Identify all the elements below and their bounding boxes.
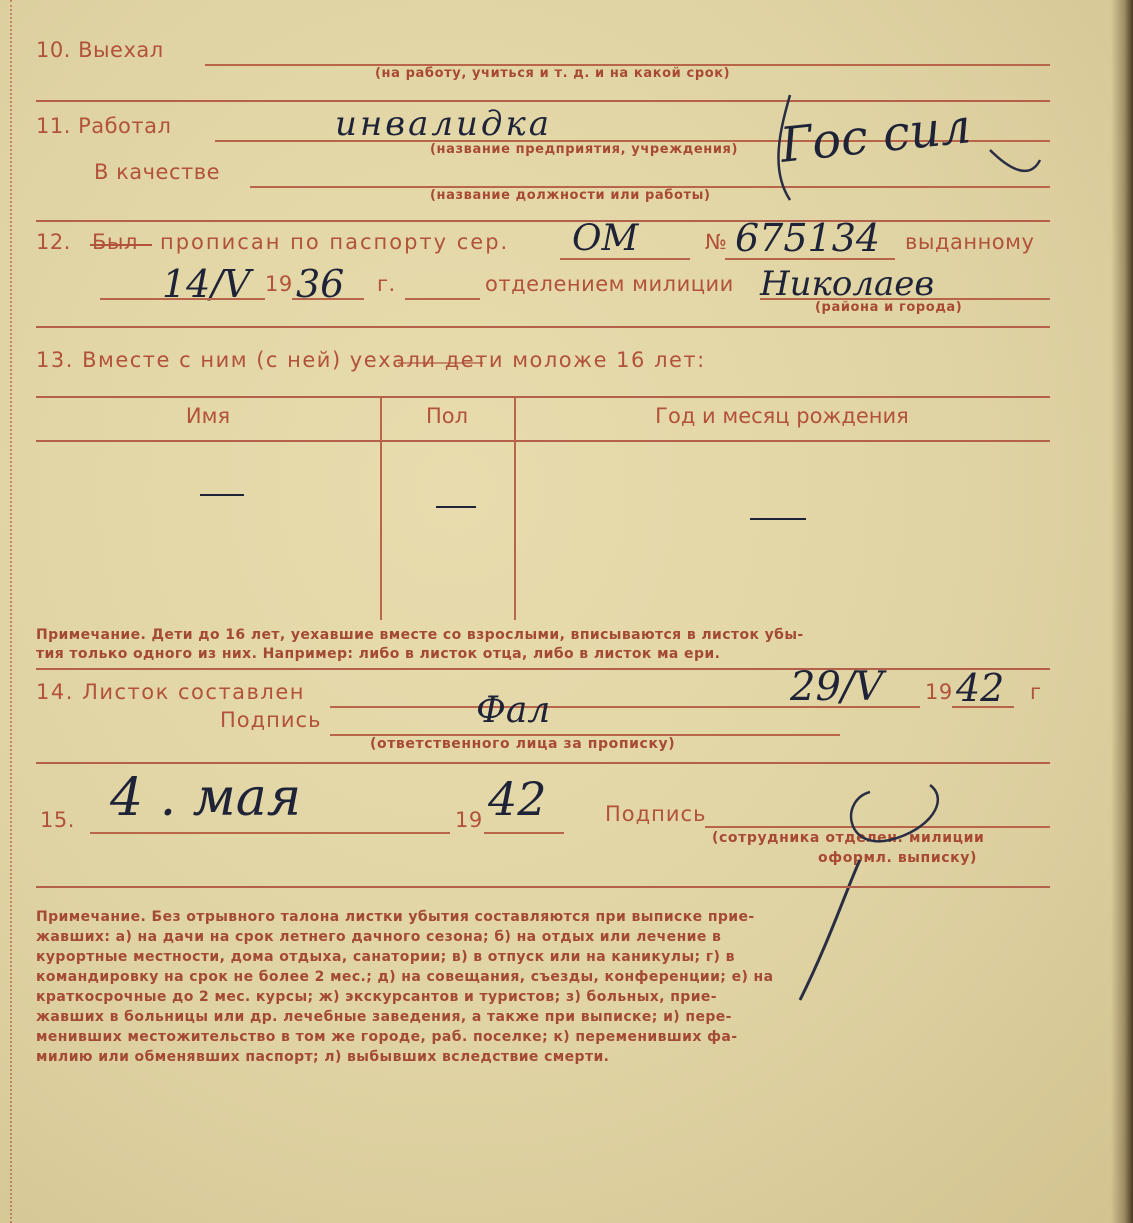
field-11-position-label: В качестве xyxy=(94,160,221,184)
note-2-line: менивших местожительство в том же городе, раб. поселке; к) переменивших фа- xyxy=(36,1029,738,1045)
signature-stroke xyxy=(851,785,938,841)
field-10-label: 10. Выехал xyxy=(36,38,164,62)
table-header-sex: Пол xyxy=(425,404,469,428)
field-14-year-prefix: 19 xyxy=(925,680,953,704)
field-14-signature: Фал xyxy=(476,690,551,731)
field-12-label: прописан по паспорту сер. xyxy=(160,230,510,254)
field-12-number: 12. xyxy=(36,230,71,254)
field-12-issued-label: выданному xyxy=(905,230,1035,254)
field-11-value: инвалидка xyxy=(335,104,553,144)
field-15-date: 4 . мая xyxy=(110,768,302,828)
note-2-line: Примечание. Без отрывного талона листки убытия составляются при выписке прие- xyxy=(36,909,755,925)
field-11-hint: (название предприятия, учреждения) xyxy=(430,142,739,157)
note-2-line: командировку на срок не более 2 мес.; д) на совещания, съезды, конференции; е) на xyxy=(36,969,774,985)
field-10-hint: (на работу, учиться и т. д. и на какой срок) xyxy=(375,66,731,81)
field-11-position-hint: (название должности или работы) xyxy=(430,188,711,203)
signature-stroke xyxy=(800,860,860,1000)
field-12-year-suffix: г. xyxy=(377,272,396,296)
table-header-name: Имя xyxy=(185,404,231,428)
field-12-year: 36 xyxy=(296,262,345,306)
field-12-dept-label: отделением милиции xyxy=(485,272,734,296)
note-1-line: тия только одного из них. Например: либо в листок отца, либо в листок ма ери. xyxy=(36,646,721,662)
note-1-line: Примечание. Дети до 16 лет, уехавшие вместе со взрослыми, вписываются в листок убы- xyxy=(36,627,804,643)
field-14-date: 29/V xyxy=(790,664,884,710)
field-15-year-prefix: 19 xyxy=(455,808,483,832)
note-2-line: жавших: а) на дачи на срок летнего дачного сезона; б) на отдых или лечение в xyxy=(36,929,722,945)
field-15-label: 15. xyxy=(40,808,75,832)
stamp-signature: Гос сил xyxy=(777,98,974,174)
field-12-dept-hint: (района и города) xyxy=(815,300,963,315)
note-2-line: милию или обменявших паспорт; л) выбывших вследствие смерти. xyxy=(36,1049,610,1065)
table-header-birth: Год и месяц рождения xyxy=(655,404,909,428)
section-divider xyxy=(36,886,1050,888)
field-11-label: 11. Работал xyxy=(36,114,172,138)
field-12-date: 14/V xyxy=(162,262,251,306)
field-15-year: 42 xyxy=(488,772,547,826)
field-12-series: ОМ xyxy=(572,218,639,259)
field-12-year-prefix: 19 xyxy=(265,272,293,296)
note-2-line: жавших в больницы или др. лечебные заведения, а также при выписке; и) пере- xyxy=(36,1009,732,1025)
field-15-sign-hint-1: (сотрудника отделен. милиции xyxy=(712,830,985,846)
field-14-sign-label: Подпись xyxy=(220,708,322,732)
field-12-struck: Был xyxy=(92,230,138,254)
field-15-sign-hint-2: оформл. выписку) xyxy=(818,850,977,866)
field-12-passport-number: 675134 xyxy=(735,216,881,260)
field-14-label: 14. Листок составлен xyxy=(36,680,305,704)
field-14-year: 42 xyxy=(956,666,1005,710)
note-2-line: краткосрочные до 2 мес. курсы; ж) экскурсантов и туристов; з) больных, прие- xyxy=(36,989,718,1005)
field-12-dept: Николаев xyxy=(760,264,935,304)
field-15-sign-label: Подпись xyxy=(605,802,707,826)
field-14-year-suffix: г xyxy=(1030,680,1042,704)
note-2-line: курортные местности, дома отдыха, санатории; в) в отпуск или на каникулы; г) в xyxy=(36,949,735,965)
field-13-label: 13. Вместе с ним (с ней) уехали дети моложе 16 лет: xyxy=(36,348,706,372)
signature-stroke xyxy=(778,95,1040,200)
field-12-number-label: № xyxy=(705,230,728,254)
field-14-sign-hint: (ответственного лица за прописку) xyxy=(370,736,676,752)
